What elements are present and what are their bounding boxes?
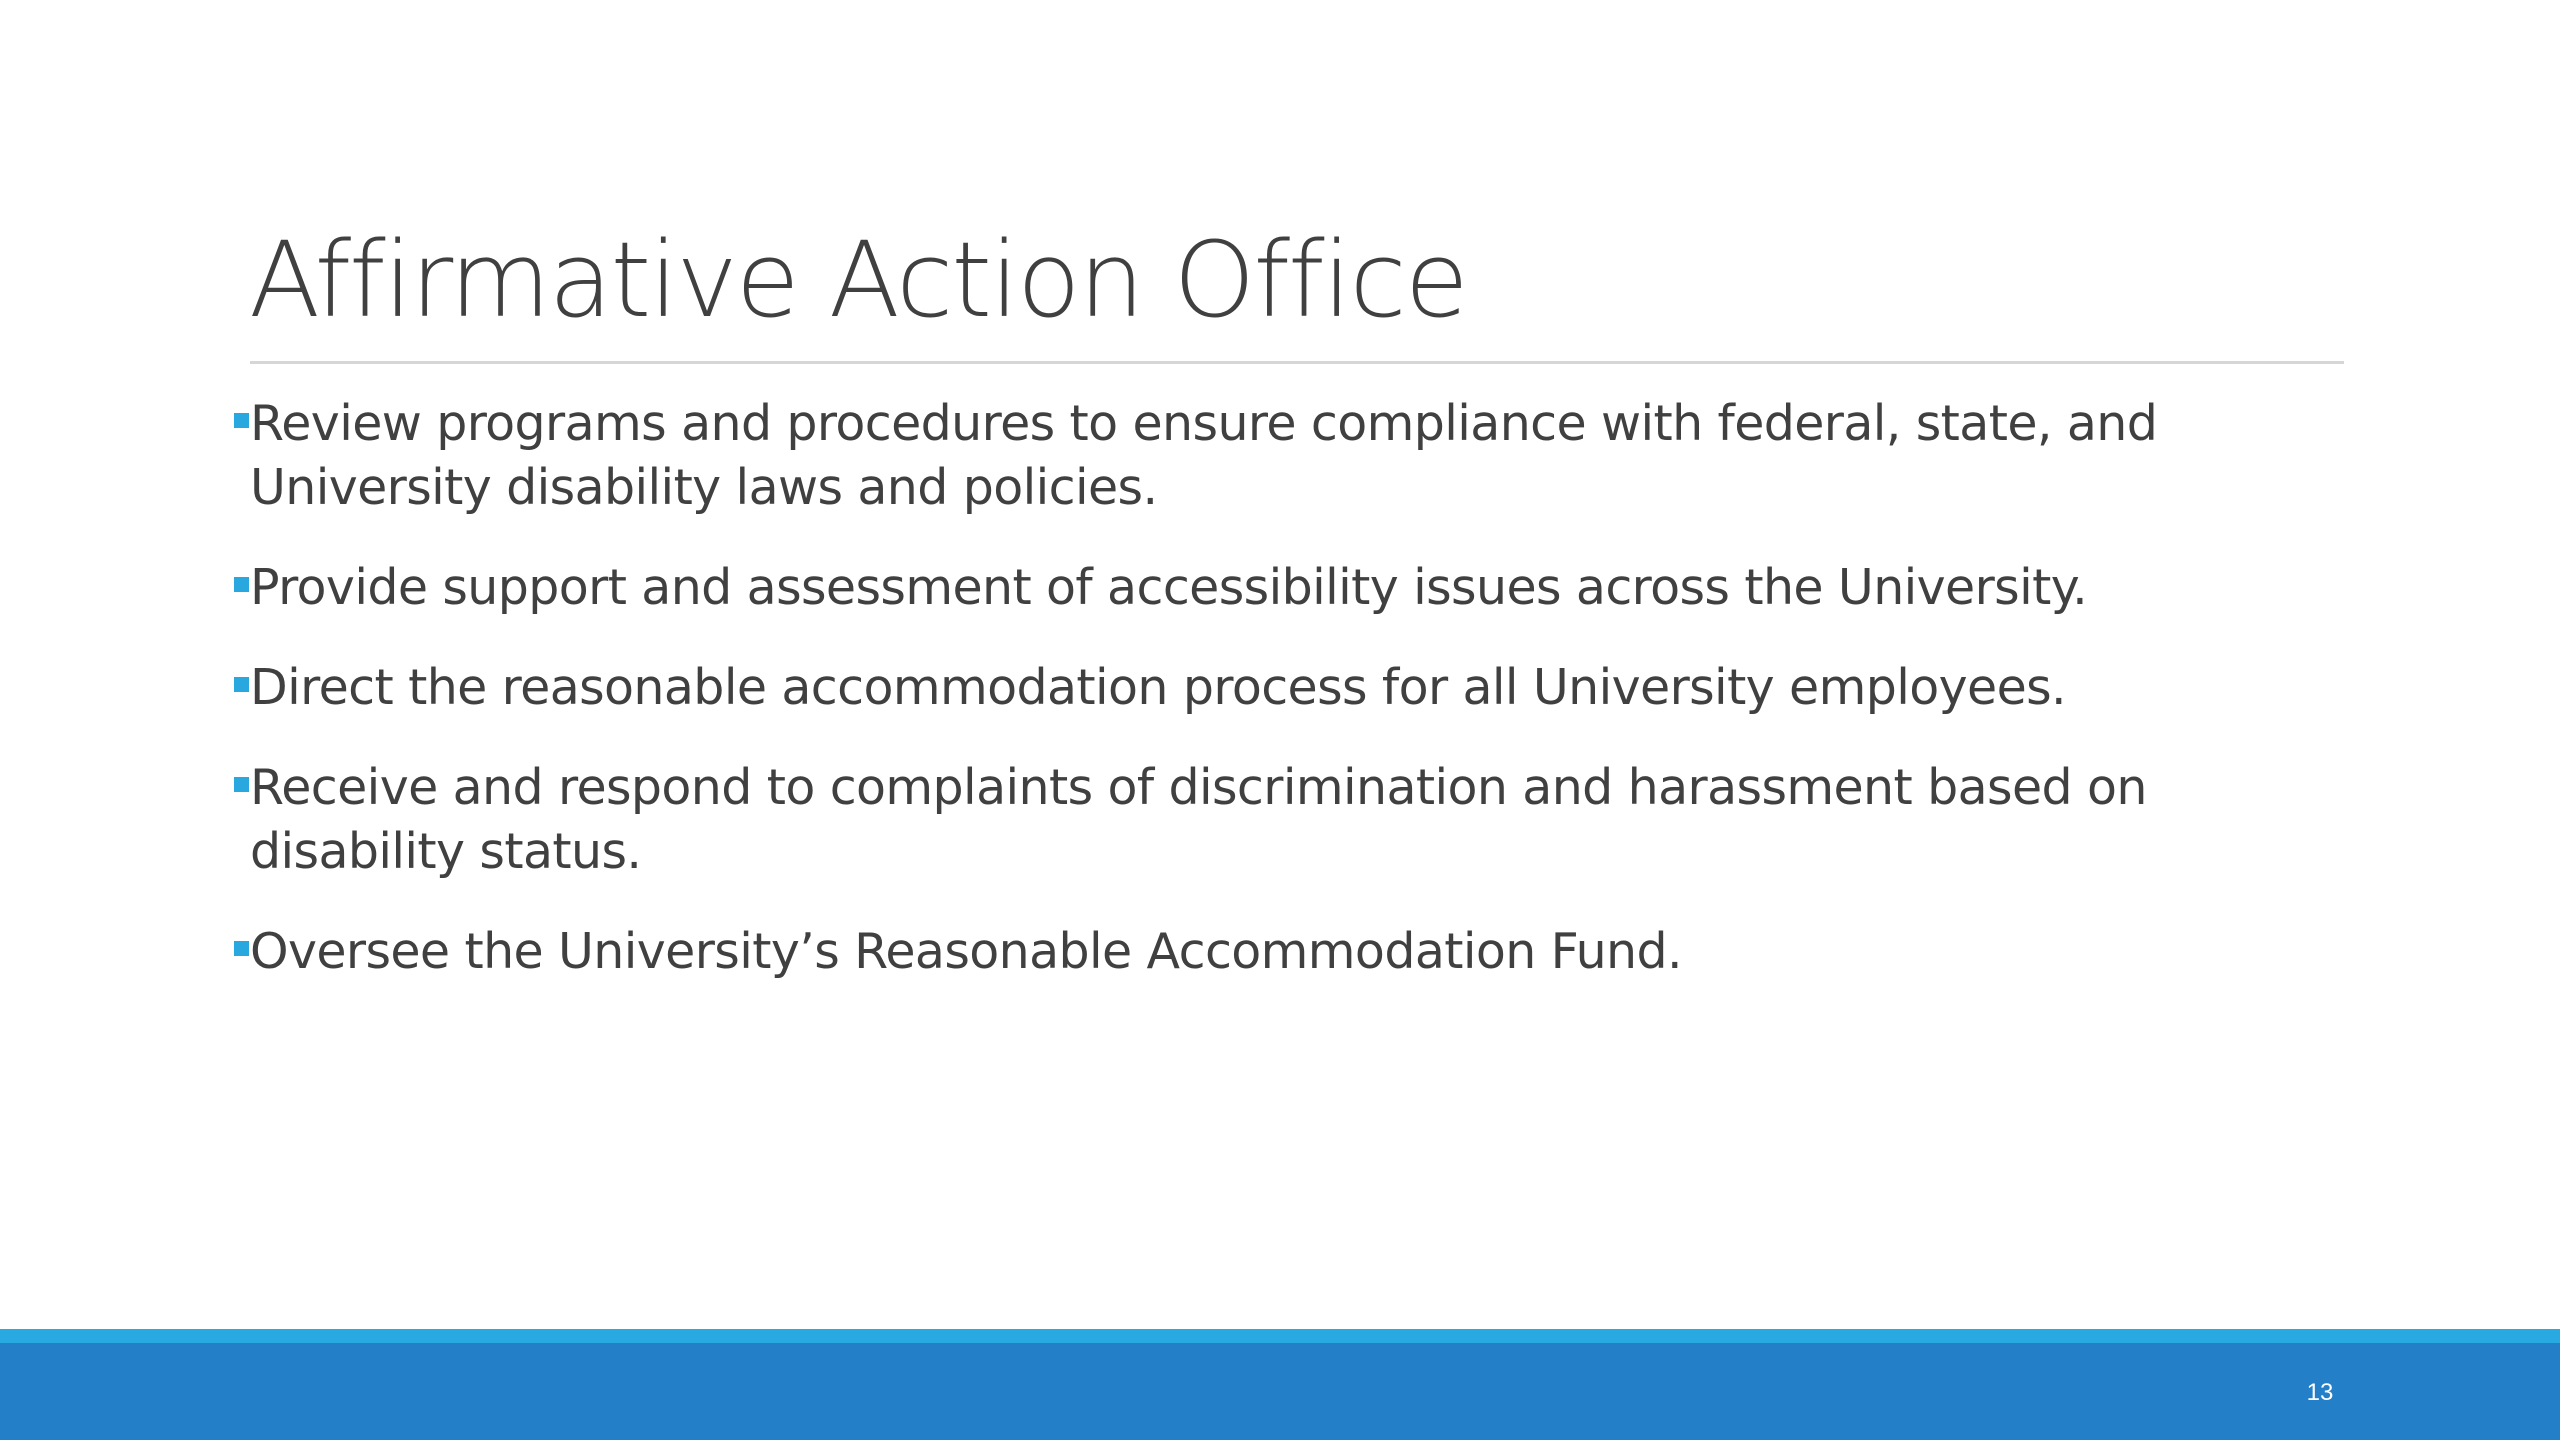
square-bullet-icon	[234, 941, 249, 956]
bullet-text: Provide support and assessment of accessibility issues across the University.	[250, 559, 2088, 616]
list-item	[232, 920, 2312, 984]
square-bullet-icon	[234, 577, 249, 592]
footer-accent-stripe	[0, 1329, 2560, 1343]
bullet-text: Direct the reasonable accommodation process for all University employees.	[250, 659, 2067, 716]
square-bullet-icon	[234, 777, 249, 792]
bullet-text: Receive and respond to complaints of discrimination and harassment based on disability status.	[250, 759, 2147, 880]
list-item	[232, 756, 2312, 884]
square-bullet-icon	[234, 677, 249, 692]
footer-bar	[0, 1343, 2560, 1440]
list-item	[232, 556, 2312, 620]
slide-title: Affirmative Action Office	[249, 219, 1467, 341]
bullet-text: Oversee the University’s Reasonable Accommodation Fund.	[250, 923, 1682, 980]
title-divider	[250, 361, 2344, 364]
slide-number: 13	[2306, 1379, 2334, 1406]
bullet-text: Review programs and procedures to ensure compliance with federal, state, and University disability laws and policies.	[250, 395, 2158, 516]
square-bullet-icon	[234, 413, 249, 428]
list-item	[232, 392, 2312, 520]
bullet-list	[232, 392, 2312, 1020]
list-item	[232, 656, 2312, 720]
